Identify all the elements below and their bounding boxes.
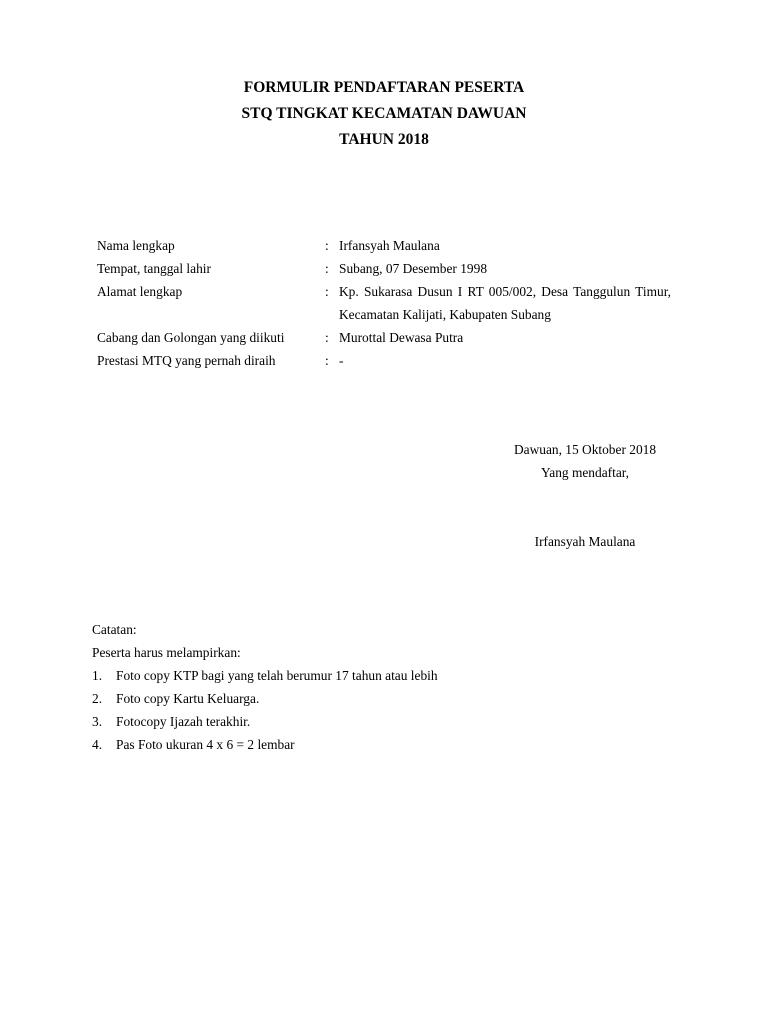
field-value: -: [339, 353, 344, 368]
field-value: Irfansyah Maulana: [339, 238, 440, 253]
notes-heading: Catatan:: [92, 622, 137, 637]
list-item: [92, 687, 652, 710]
field-colon: :: [325, 261, 329, 276]
field-label: Cabang dan Golongan yang diikuti: [97, 330, 285, 345]
field-colon: :: [325, 284, 329, 299]
list-item: [92, 733, 652, 756]
field-row-full-name: [97, 234, 677, 257]
participant-fields: [97, 234, 677, 372]
field-colon: :: [325, 353, 329, 368]
list-item-number: 2.: [92, 691, 103, 706]
signature-block: [490, 438, 680, 484]
field-label: Prestasi MTQ yang pernah diraih: [97, 353, 276, 368]
field-row-birth: [97, 257, 677, 280]
title-line-2: STQ TINGKAT KECAMATAN DAWUAN: [241, 105, 527, 122]
list-item-number: 1.: [92, 668, 103, 683]
list-item-text: Foto copy KTP bagi yang telah berumur 17 tahun atau lebih: [116, 668, 438, 683]
field-label: Nama lengkap: [97, 238, 175, 253]
field-value: Kp. Sukarasa Dusun I RT 005/002, Desa Tanggulun Timur, Kecamatan Kalijati, Kabupaten Subang: [339, 284, 671, 322]
field-label: Tempat, tanggal lahir: [97, 261, 211, 276]
list-item-number: 4.: [92, 737, 103, 752]
list-item: [92, 664, 652, 687]
notes-intro: Peserta harus melampirkan:: [92, 645, 241, 660]
signer-role: Yang mendaftar,: [540, 465, 630, 480]
attachment-list: [92, 664, 652, 756]
field-row-category: [97, 326, 677, 349]
notes-section: [92, 618, 652, 756]
list-item-number: 3.: [92, 714, 103, 729]
place-date: Dawuan, 15 Oktober 2018: [513, 442, 657, 457]
field-row-achievement: [97, 349, 677, 372]
list-item-text: Fotocopy Ijazah terakhir.: [116, 714, 251, 729]
field-value: Murottal Dewasa Putra: [339, 330, 464, 345]
field-colon: :: [325, 330, 329, 345]
list-item-text: Pas Foto ukuran 4 x 6 = 2 lembar: [116, 737, 295, 752]
title-line-1: FORMULIR PENDAFTARAN PESERTA: [243, 79, 525, 96]
list-item-text: Foto copy Kartu Keluarga.: [116, 691, 260, 706]
signer-name: Irfansyah Maulana: [534, 534, 636, 549]
title-line-3: TAHUN 2018: [339, 131, 429, 148]
field-row-address: [97, 280, 677, 326]
field-colon: :: [325, 238, 329, 253]
field-label: Alamat lengkap: [97, 284, 183, 299]
list-item: [92, 710, 652, 733]
form-title: [0, 78, 768, 156]
field-value: Subang, 07 Desember 1998: [339, 261, 488, 276]
